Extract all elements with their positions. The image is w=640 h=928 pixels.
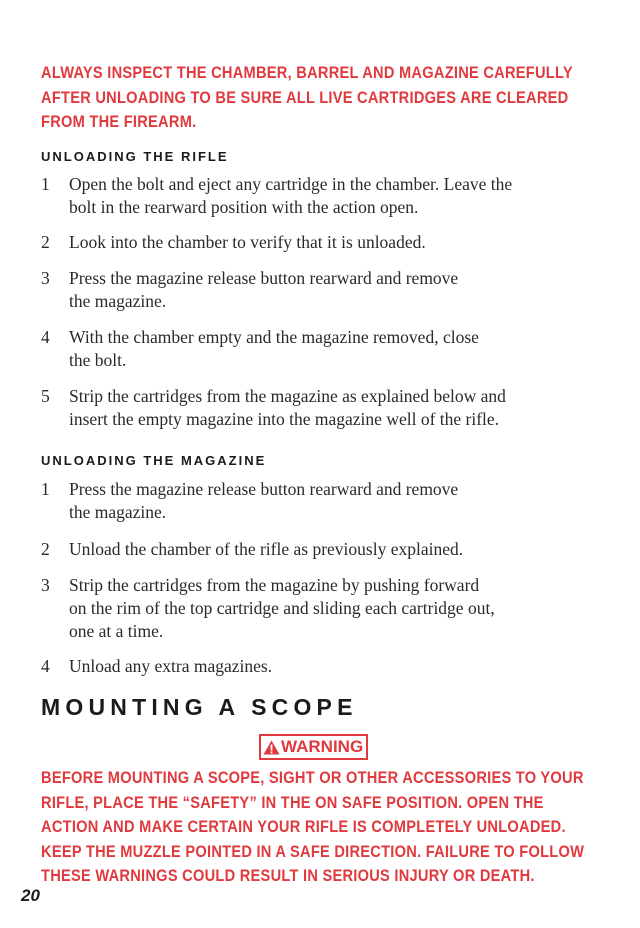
warning-triangle-icon — [263, 740, 280, 755]
magazine-step — [41, 478, 601, 524]
magazine-step — [41, 655, 601, 678]
rifle-step — [41, 385, 601, 431]
warning-label: WARNING — [281, 737, 364, 756]
unloading-magazine-heading: UNLOADING THE MAGAZINE — [41, 453, 267, 468]
unloading-rifle-heading: UNLOADING THE RIFLE — [41, 149, 229, 164]
inspect-warning-text: ALWAYS INSPECT THE CHAMBER, BARREL AND MAGAZINE CAREFULLY AFTER UNLOADING TO BE SURE ALL LIVE CARTRIDGES ARE CLEARED FROM THE FIREARM. — [41, 63, 573, 131]
step-number: 1 — [41, 174, 50, 194]
step-number: 2 — [41, 232, 50, 252]
page-number: 20 — [21, 886, 40, 905]
step-text: Press the magazine release button rearward and remove the magazine. — [69, 268, 459, 311]
mounting-scope-heading: MOUNTING A SCOPE — [41, 694, 358, 720]
unloading-rifle-steps — [41, 173, 601, 431]
step-number: 5 — [41, 386, 50, 406]
step-text: Open the bolt and eject any cartridge in the chamber. Leave the bolt in the rearward position with the action open. — [69, 174, 513, 217]
rifle-step — [41, 231, 601, 254]
step-text: Unload any extra magazines. — [69, 656, 273, 676]
magazine-step — [41, 538, 601, 561]
step-text: Press the magazine release button rearward and remove the magazine. — [69, 479, 459, 522]
step-text: Look into the chamber to verify that it is unloaded. — [69, 232, 426, 252]
step-number: 4 — [41, 327, 50, 347]
step-number: 3 — [41, 268, 50, 288]
step-text: Strip the cartridges from the magazine as explained below and insert the empty magazine into the magazine well of the rifle. — [69, 386, 506, 429]
step-number: 4 — [41, 656, 50, 676]
step-text: Strip the cartridges from the magazine by pushing forward on the rim of the top cartridge and sliding each cartridge out, one at a time. — [69, 575, 495, 641]
rifle-step — [41, 267, 601, 313]
step-text: Unload the chamber of the rifle as previously explained. — [69, 539, 464, 559]
step-number: 1 — [41, 479, 50, 499]
unloading-magazine-steps — [41, 478, 601, 678]
magazine-step — [41, 574, 601, 643]
warning-label-box — [259, 734, 368, 760]
step-text: With the chamber empty and the magazine removed, close the bolt. — [69, 327, 479, 370]
rifle-step — [41, 326, 601, 372]
step-number: 2 — [41, 539, 50, 559]
step-number: 3 — [41, 575, 50, 595]
rifle-step — [41, 173, 601, 219]
mounting-warning-text: BEFORE MOUNTING A SCOPE, SIGHT OR OTHER ACCESSORIES TO YOUR RIFLE, PLACE THE “SAFETY” IN THE ON SAFE POSITION. OPEN THE ACTION AND MAKE CERTAIN YOUR RIFLE IS COMPLETELY UNLOADED. KEEP THE MUZZLE POINTED IN A SAFE DIRECTION. FAILURE TO FOLLOW THESE WARNINGS COULD RESULT IN SERIOUS INJURY OR DEATH. — [41, 768, 585, 885]
